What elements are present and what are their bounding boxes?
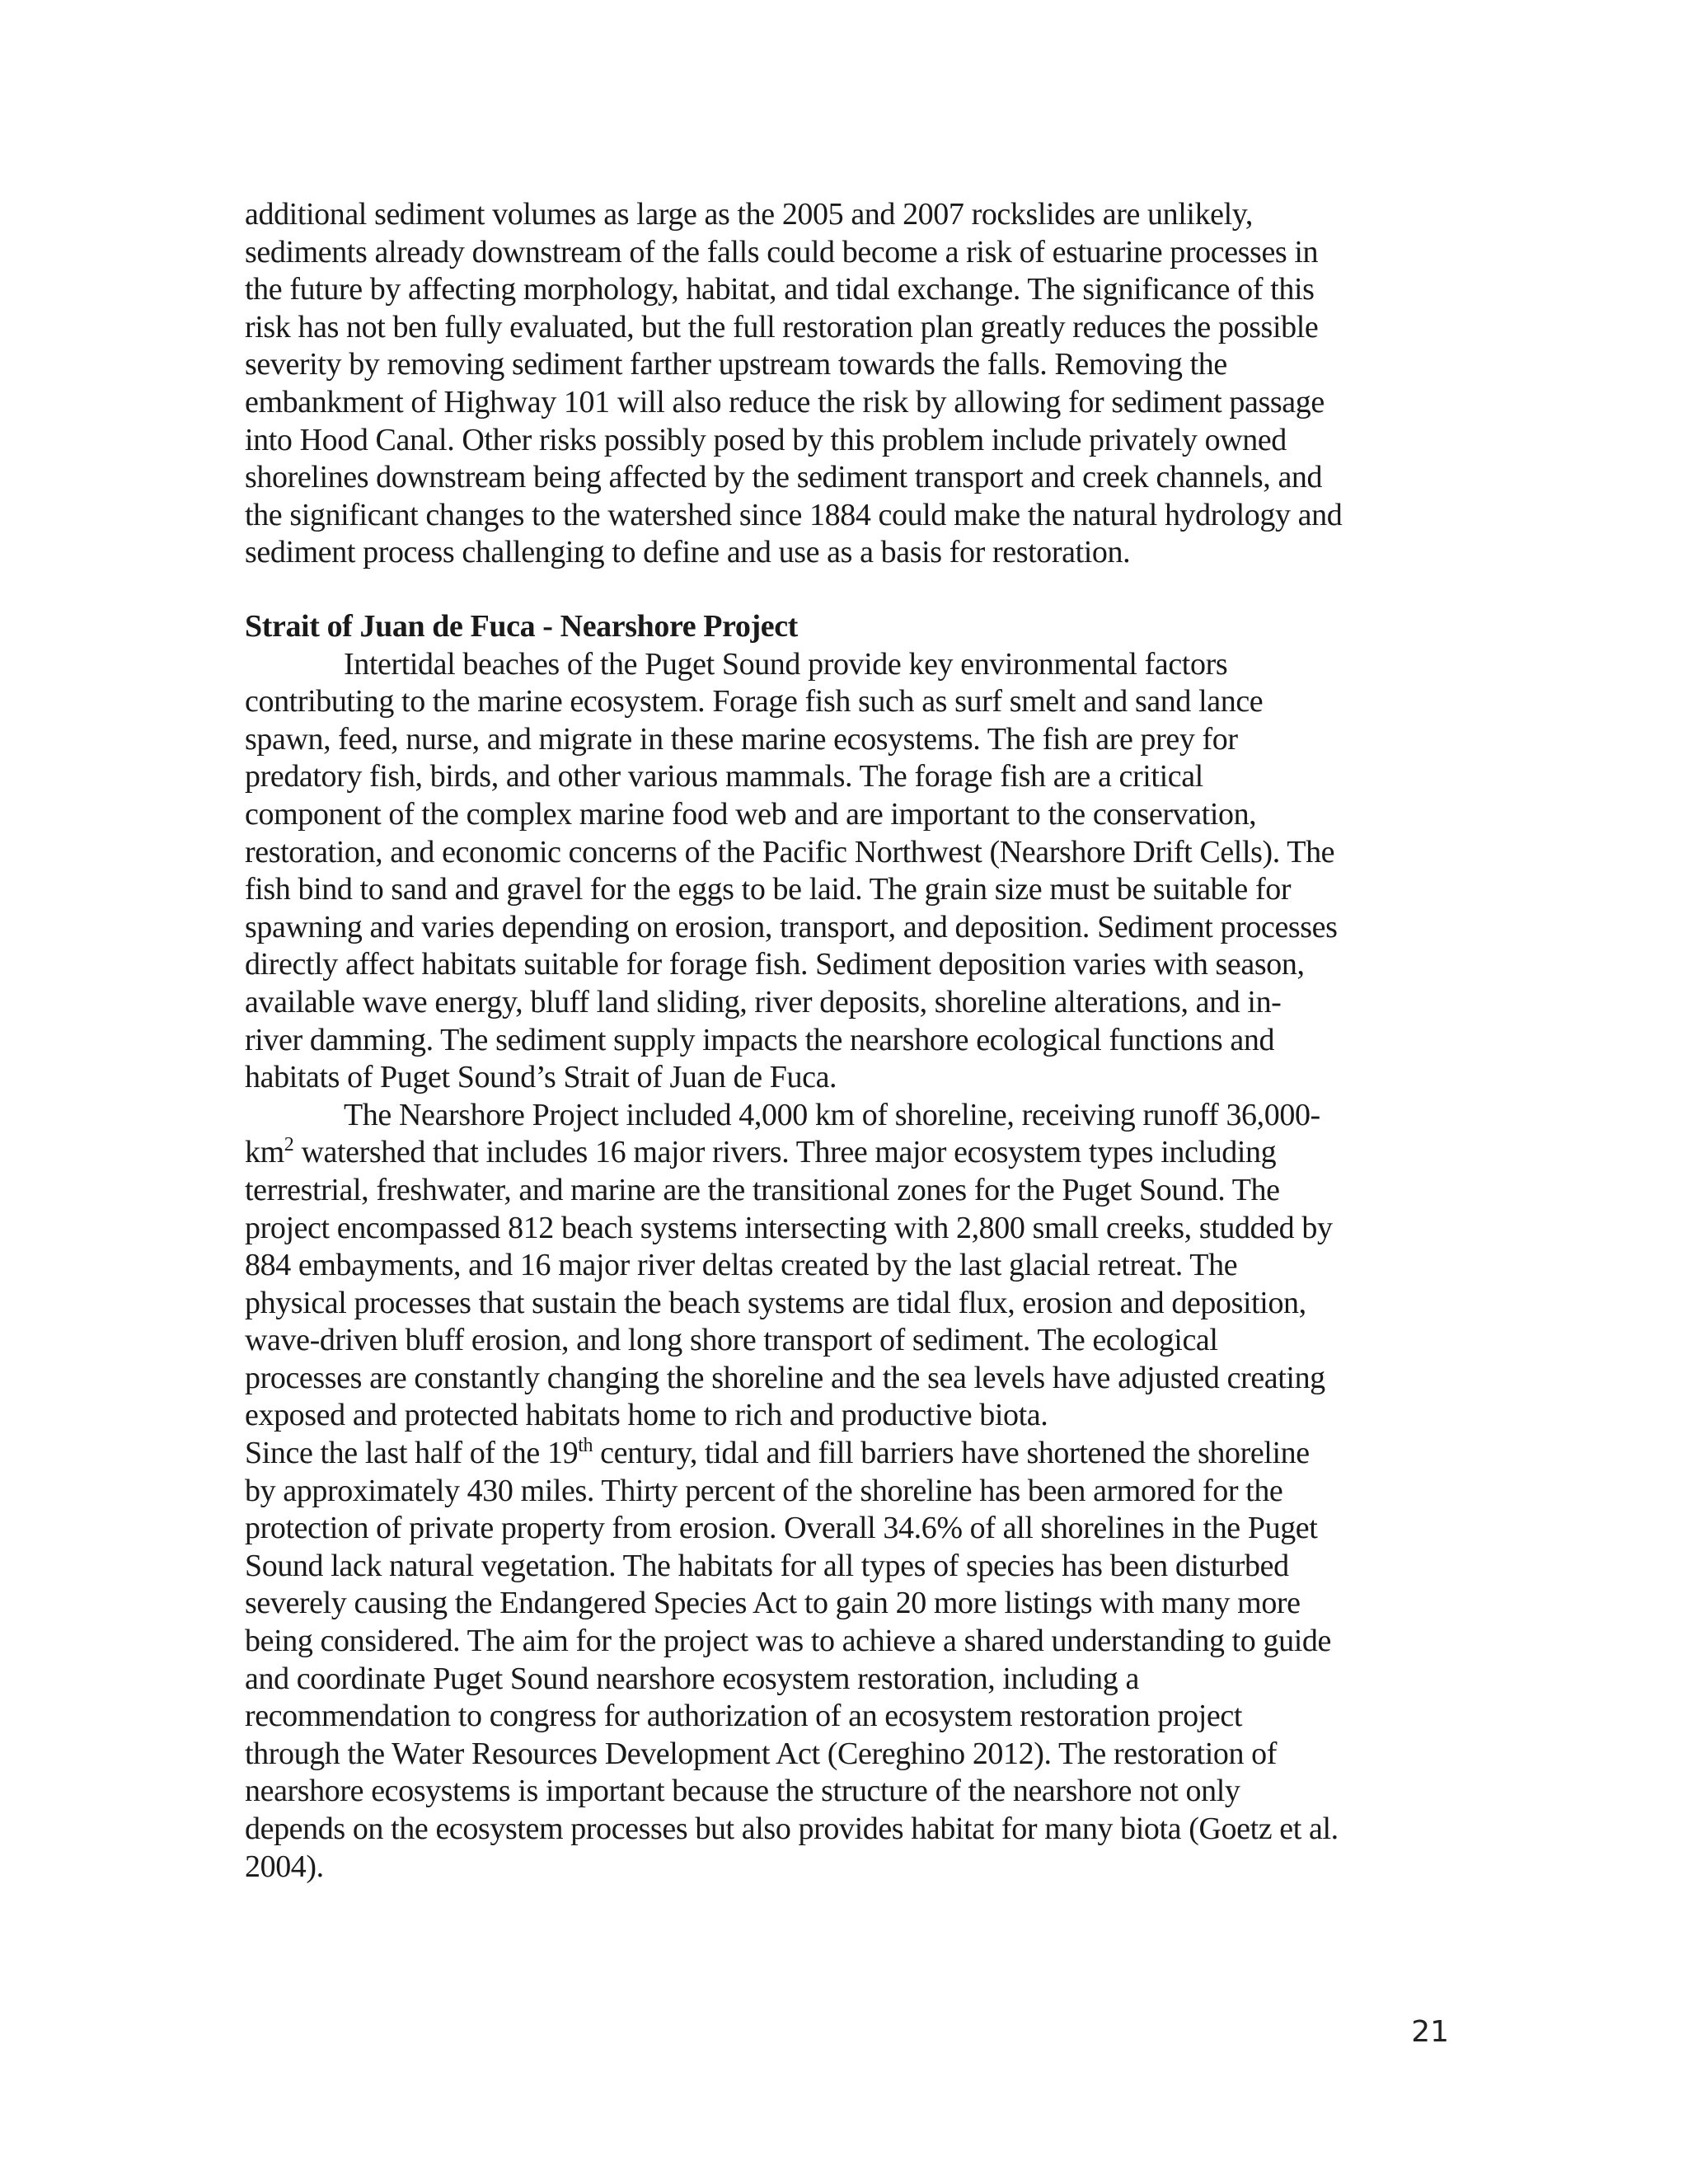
superscript: 2 bbox=[284, 1134, 294, 1156]
text-line: being considered. The aim for the project was to achieve a shared understanding to guide bbox=[245, 1624, 1331, 1659]
text-line: component of the complex marine food web and are important to the conservation, bbox=[245, 796, 1257, 832]
text-line-with-superscript bbox=[245, 1134, 1448, 1172]
superscript: th bbox=[578, 1435, 593, 1457]
text-line: protection of private property from erosion. Overall 34.6% of all shorelines in the Puget bbox=[245, 1511, 1318, 1546]
text-line: additional sediment volumes as large as the 2005 and 2007 rockslides are unlikely, bbox=[245, 197, 1254, 232]
text-line: into Hood Canal. Other risks possibly posed by this problem include privately owned bbox=[245, 422, 1287, 457]
text-line: embankment of Highway 101 will also reduce the risk by allowing for sediment passage bbox=[245, 384, 1325, 419]
text-line: nearshore ecosystems is important because the structure of the nearshore not only bbox=[245, 1774, 1240, 1809]
text-line: directly affect habitats suitable for forage fish. Sediment deposition varies with season, bbox=[245, 947, 1305, 982]
text-line: spawning and varies depending on erosion, transport, and deposition. Sediment processes bbox=[245, 909, 1338, 944]
text-line: habitats of Puget Sound’s Strait of Juan de Fuca. bbox=[245, 1060, 837, 1095]
text-line: project encompassed 812 beach systems intersecting with 2,800 small creeks, studded by bbox=[245, 1210, 1333, 1245]
text-run: km bbox=[245, 1135, 284, 1170]
page-number: 21 bbox=[1411, 2015, 1449, 2049]
text-line: restoration, and economic concerns of the Pacific Northwest (Nearshore Drift Cells). The bbox=[245, 834, 1335, 869]
nearshore-section bbox=[245, 608, 1448, 1886]
text-line: fish bind to sand and gravel for the eggs to be laid. The grain size must be suitable for bbox=[245, 872, 1292, 907]
text-line: contributing to the marine ecosystem. Forage fish such as surf smelt and sand lance bbox=[245, 684, 1264, 719]
text-line: Intertidal beaches of the Puget Sound provide key environmental factors bbox=[344, 646, 1228, 682]
text-line: 884 embayments, and 16 major river deltas created by the last glacial retreat. The bbox=[245, 1248, 1238, 1283]
text-line: wave-driven bluff erosion, and long shore transport of sediment. The ecological bbox=[245, 1323, 1218, 1358]
text-line: river damming. The sediment supply impacts the nearshore ecological functions and bbox=[245, 1022, 1275, 1057]
text-line: The Nearshore Project included 4,000 km of shoreline, receiving runoff 36,000- bbox=[344, 1097, 1320, 1132]
text-line: depends on the ecosystem processes but also provides habitat for many biota (Goetz et al. bbox=[245, 1811, 1339, 1846]
text-line: severely causing the Endangered Species Act to gain 20 more listings with many more bbox=[245, 1586, 1301, 1621]
text-line: through the Water Resources Development Act (Cereghino 2012). The restoration of bbox=[245, 1736, 1278, 1771]
text-line: terrestrial, freshwater, and marine are the transitional zones for the Puget Sound. The bbox=[245, 1172, 1280, 1207]
text-line: sediment process challenging to define and use as a basis for restoration. bbox=[245, 535, 1131, 570]
text-line: physical processes that sustain the beach systems are tidal flux, erosion and deposition, bbox=[245, 1285, 1306, 1320]
text-line: spawn, feed, nurse, and migrate in these marine ecosystems. The fish are prey for bbox=[245, 721, 1238, 757]
text-line: processes are constantly changing the shoreline and the sea levels have adjusted creating bbox=[245, 1360, 1325, 1395]
text-line-with-superscript bbox=[245, 1435, 1448, 1473]
text-line: by approximately 430 miles. Thirty percent of the shoreline has been armored for the bbox=[245, 1473, 1283, 1508]
section-heading: Strait of Juan de Fuca - Nearshore Project bbox=[245, 609, 798, 644]
text-line: shorelines downstream being affected by the sediment transport and creek channels, and bbox=[245, 460, 1323, 495]
text-line: and coordinate Puget Sound nearshore ecosystem restoration, including a bbox=[245, 1661, 1139, 1696]
text-line: risk has not ben fully evaluated, but the full restoration plan greatly reduces the possible bbox=[245, 309, 1319, 344]
text-line: severity by removing sediment farther upstream towards the falls. Removing the bbox=[245, 347, 1227, 382]
text-line: predatory fish, birds, and other various mammals. The forage fish are a critical bbox=[245, 759, 1203, 794]
text-line: 2004). bbox=[245, 1849, 324, 1884]
text-line: the future by affecting morphology, habitat, and tidal exchange. The significance of this bbox=[245, 272, 1315, 307]
continued-paragraph bbox=[245, 196, 1448, 572]
text-line: exposed and protected habitats home to rich and productive biota. bbox=[245, 1398, 1048, 1433]
text-run: watershed that includes 16 major rivers. Three major ecosystem types including bbox=[293, 1135, 1277, 1170]
text-line: available wave energy, bluff land sliding, river deposits, shoreline alterations, and in- bbox=[245, 984, 1282, 1019]
text-line: Sound lack natural vegetation. The habitats for all types of species has been disturbed bbox=[245, 1548, 1289, 1583]
text-line: recommendation to congress for authorization of an ecosystem restoration project bbox=[245, 1699, 1242, 1734]
text-run: century, tidal and fill barriers have shortened the shoreline bbox=[593, 1436, 1310, 1471]
paragraph-shoreline-loss bbox=[245, 1435, 1448, 1886]
text-run: Since the last half of the 19 bbox=[245, 1436, 579, 1471]
text-line: the significant changes to the watershed since 1884 could make the natural hydrology and bbox=[245, 497, 1343, 532]
paragraph-nearshore-project bbox=[245, 1097, 1448, 1435]
text-line: sediments already downstream of the falls could become a risk of estuarine processes in bbox=[245, 234, 1319, 269]
paragraph-forage-fish bbox=[245, 646, 1448, 1097]
